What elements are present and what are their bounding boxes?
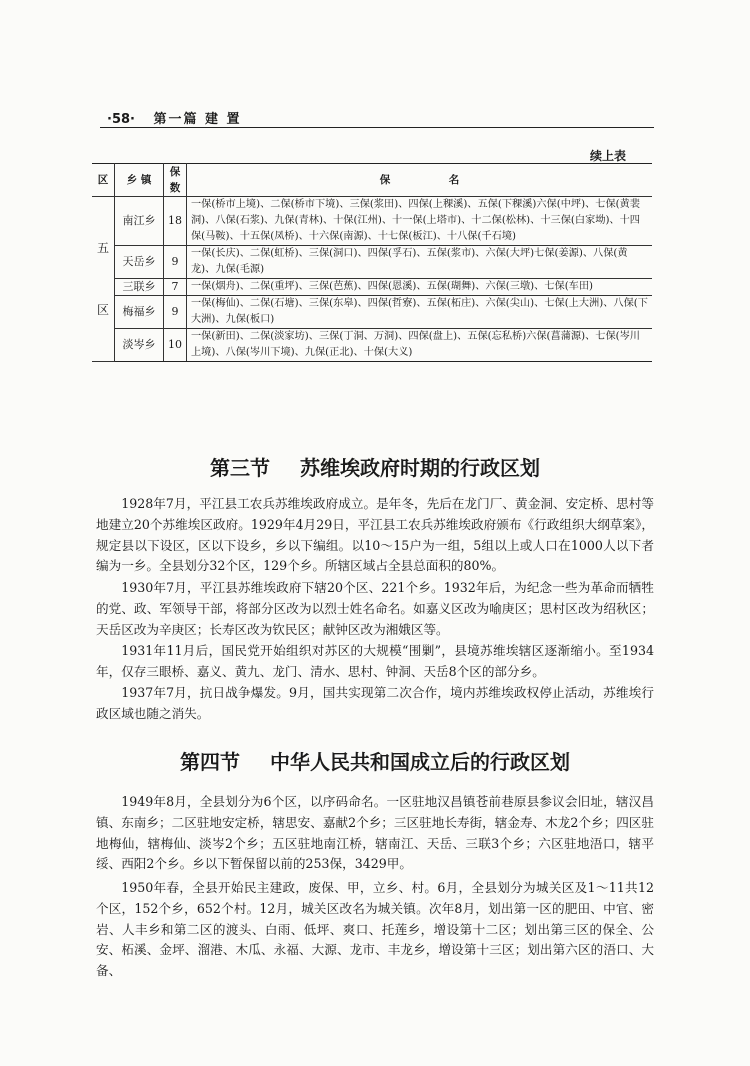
- section-3-heading: [0, 452, 750, 481]
- table-row: [92, 329, 652, 362]
- township-cell: 南江乡: [115, 197, 164, 246]
- section-4-title: 中华人民共和国成立后的行政区划: [270, 750, 570, 774]
- paragraph: 1937年7月，抗日战争爆发。9月，国共实现第二次合作，境内苏维埃政权停止活动，苏维埃行政区域也随之消失。: [96, 685, 654, 721]
- continued-label: 续上表: [590, 149, 627, 163]
- district-char-1: 五: [96, 241, 109, 255]
- table-header-row: [92, 164, 652, 197]
- table-row: [92, 197, 652, 246]
- section-3-number: 第三节: [210, 456, 270, 480]
- col-header-count: 保数: [164, 164, 187, 197]
- count-cell: 9: [164, 296, 187, 329]
- township-cell: 天岳乡: [115, 246, 164, 279]
- township-cell: 梅福乡: [115, 296, 164, 329]
- names-cell: 一保(桥市上境)、二保(桥市下境)、三保(浆田)、四保(上稞溪)、五保(下稞溪)六保(中坪)、七保(黄裴洞)、八保(石浆)、九保(青林)、十保(江州)、十一保(上塔市)、十二保(松林)、十三保(白家坳)、十四保(马鞍)、十五保(凤桥)、十六保(南源)、十七保(板江)、十八保(千石境): [187, 197, 653, 246]
- township-cell: 三联乡: [115, 279, 164, 296]
- table-row: [92, 296, 652, 329]
- bao-table: [92, 163, 652, 362]
- section-4-heading: [0, 746, 750, 775]
- township-cell: 淡岑乡: [115, 329, 164, 362]
- section-4-number: 第四节: [180, 750, 240, 774]
- col-header-names: 保 名: [187, 164, 653, 197]
- section-3-title: 苏维埃政府时期的行政区划: [300, 456, 540, 480]
- district-char-2: 区: [96, 303, 109, 317]
- paragraph: 1949年8月，全县划分为6个区，以序码命名。一区驻地汉昌镇苍前巷原县参议会旧址，辖汉昌镇、东南乡；二区驻地安定桥，辖思安、嘉献2个乡；三区驻地长寿街，辖金寿、木龙2个乡；四区驻地梅仙，辖梅仙、淡岑2个乡；五区驻地南江桥，辖南江、天岳、三联3个乡；六区驻地浯口，辖平绥、西阳2个乡。乡以下暂保留以前的253保，3429甲。: [96, 794, 654, 872]
- col-header-township: 乡 镇: [115, 164, 164, 197]
- part-title: 第一篇 建 置: [153, 112, 242, 127]
- header-rule: [100, 127, 654, 128]
- running-header: [107, 108, 655, 127]
- paragraph: 1950年春，全县开始民主建政，废保、甲，立乡、村。6月，全县划分为城关区及1～11共12个区，152个乡，652个村。12月，城关区改名为城关镇。次年8月，划出第一区的肥田、中官、密岩、人丰乡和第二区的渡头、白雨、低坪、爽口、托莲乡，增设第十二区；划出第三区的保全、公安、柘溪、金坪、溜港、木瓜、永福、大源、龙市、丰龙乡，增设第十三区；划出第六区的浯口、大备、: [96, 880, 654, 979]
- names-cell: 一保(梅仙)、二保(石塘)、三保(东皋)、四保(哲寮)、五保(柘庄)、六保(尖山)、七保(上大洲)、八保(下大洲)、九保(板口): [187, 296, 653, 329]
- table-row: [92, 279, 652, 296]
- paragraph: 1931年11月后，国民党开始组织对苏区的大规模“围剿”，县境苏维埃辖区逐渐缩小。至1934年，仅存三眼桥、嘉义、黄九、龙门、清水、思村、钟洞、天岳8个区的部分乡。: [96, 643, 654, 679]
- paragraph: 1930年7月，平江县苏维埃政府下辖20个区、221个乡。1932年后，为纪念一些为革命而牺牲的党、政、军领导干部，将部分区改为以烈士姓名命名。如嘉义区改为喻庚区；思村区改为绍秋区；天岳区改为辛庚区；长寿区改为钦民区；献钟区改为湘娥区等。: [96, 580, 654, 637]
- names-cell: 一保(烟舟)、二保(重坪)、三保(芭蕉)、四保(恩溪)、五保(瑚舞)、六保(三墩)、七保(车田): [187, 279, 653, 296]
- count-cell: 7: [164, 279, 187, 296]
- col-header-district: 区: [92, 164, 115, 197]
- paragraph: 1928年7月，平江县工农兵苏维埃政府成立。是年冬，先后在龙门厂、黄金洞、安定桥、思村等地建立20个苏维埃区政府。1929年4月29日，平江县工农兵苏维埃政府颁布《行政组织大纲草案》，规定县以下设区，区以下设乡，乡以下编组。以10～15户为一组，5组以上或人口在1000人以下者编为一乡。全县划分32个区，129个乡。所辖区域占全县总面积的80%。: [96, 496, 654, 574]
- page-number: ·58·: [107, 112, 135, 127]
- count-cell: 10: [164, 329, 187, 362]
- count-cell: 18: [164, 197, 187, 246]
- names-cell: 一保(长庆)、二保(虹桥)、三保(洞口)、四保(孚石)、五保(浆市)、六保(大坪)七保(姜源)、八保(黄龙)、九保(毛源): [187, 246, 653, 279]
- names-cell: 一保(新田)、二保(淡家坊)、三保(丁洞、万洞)、四保(盘上)、五保(忘私桥)六保(菖蒲源)、七保(岑川上境)、八保(岑川下境)、九保(正北)、十保(大义): [187, 329, 653, 362]
- district-cell: [92, 197, 115, 362]
- table-row: [92, 246, 652, 279]
- count-cell: 9: [164, 246, 187, 279]
